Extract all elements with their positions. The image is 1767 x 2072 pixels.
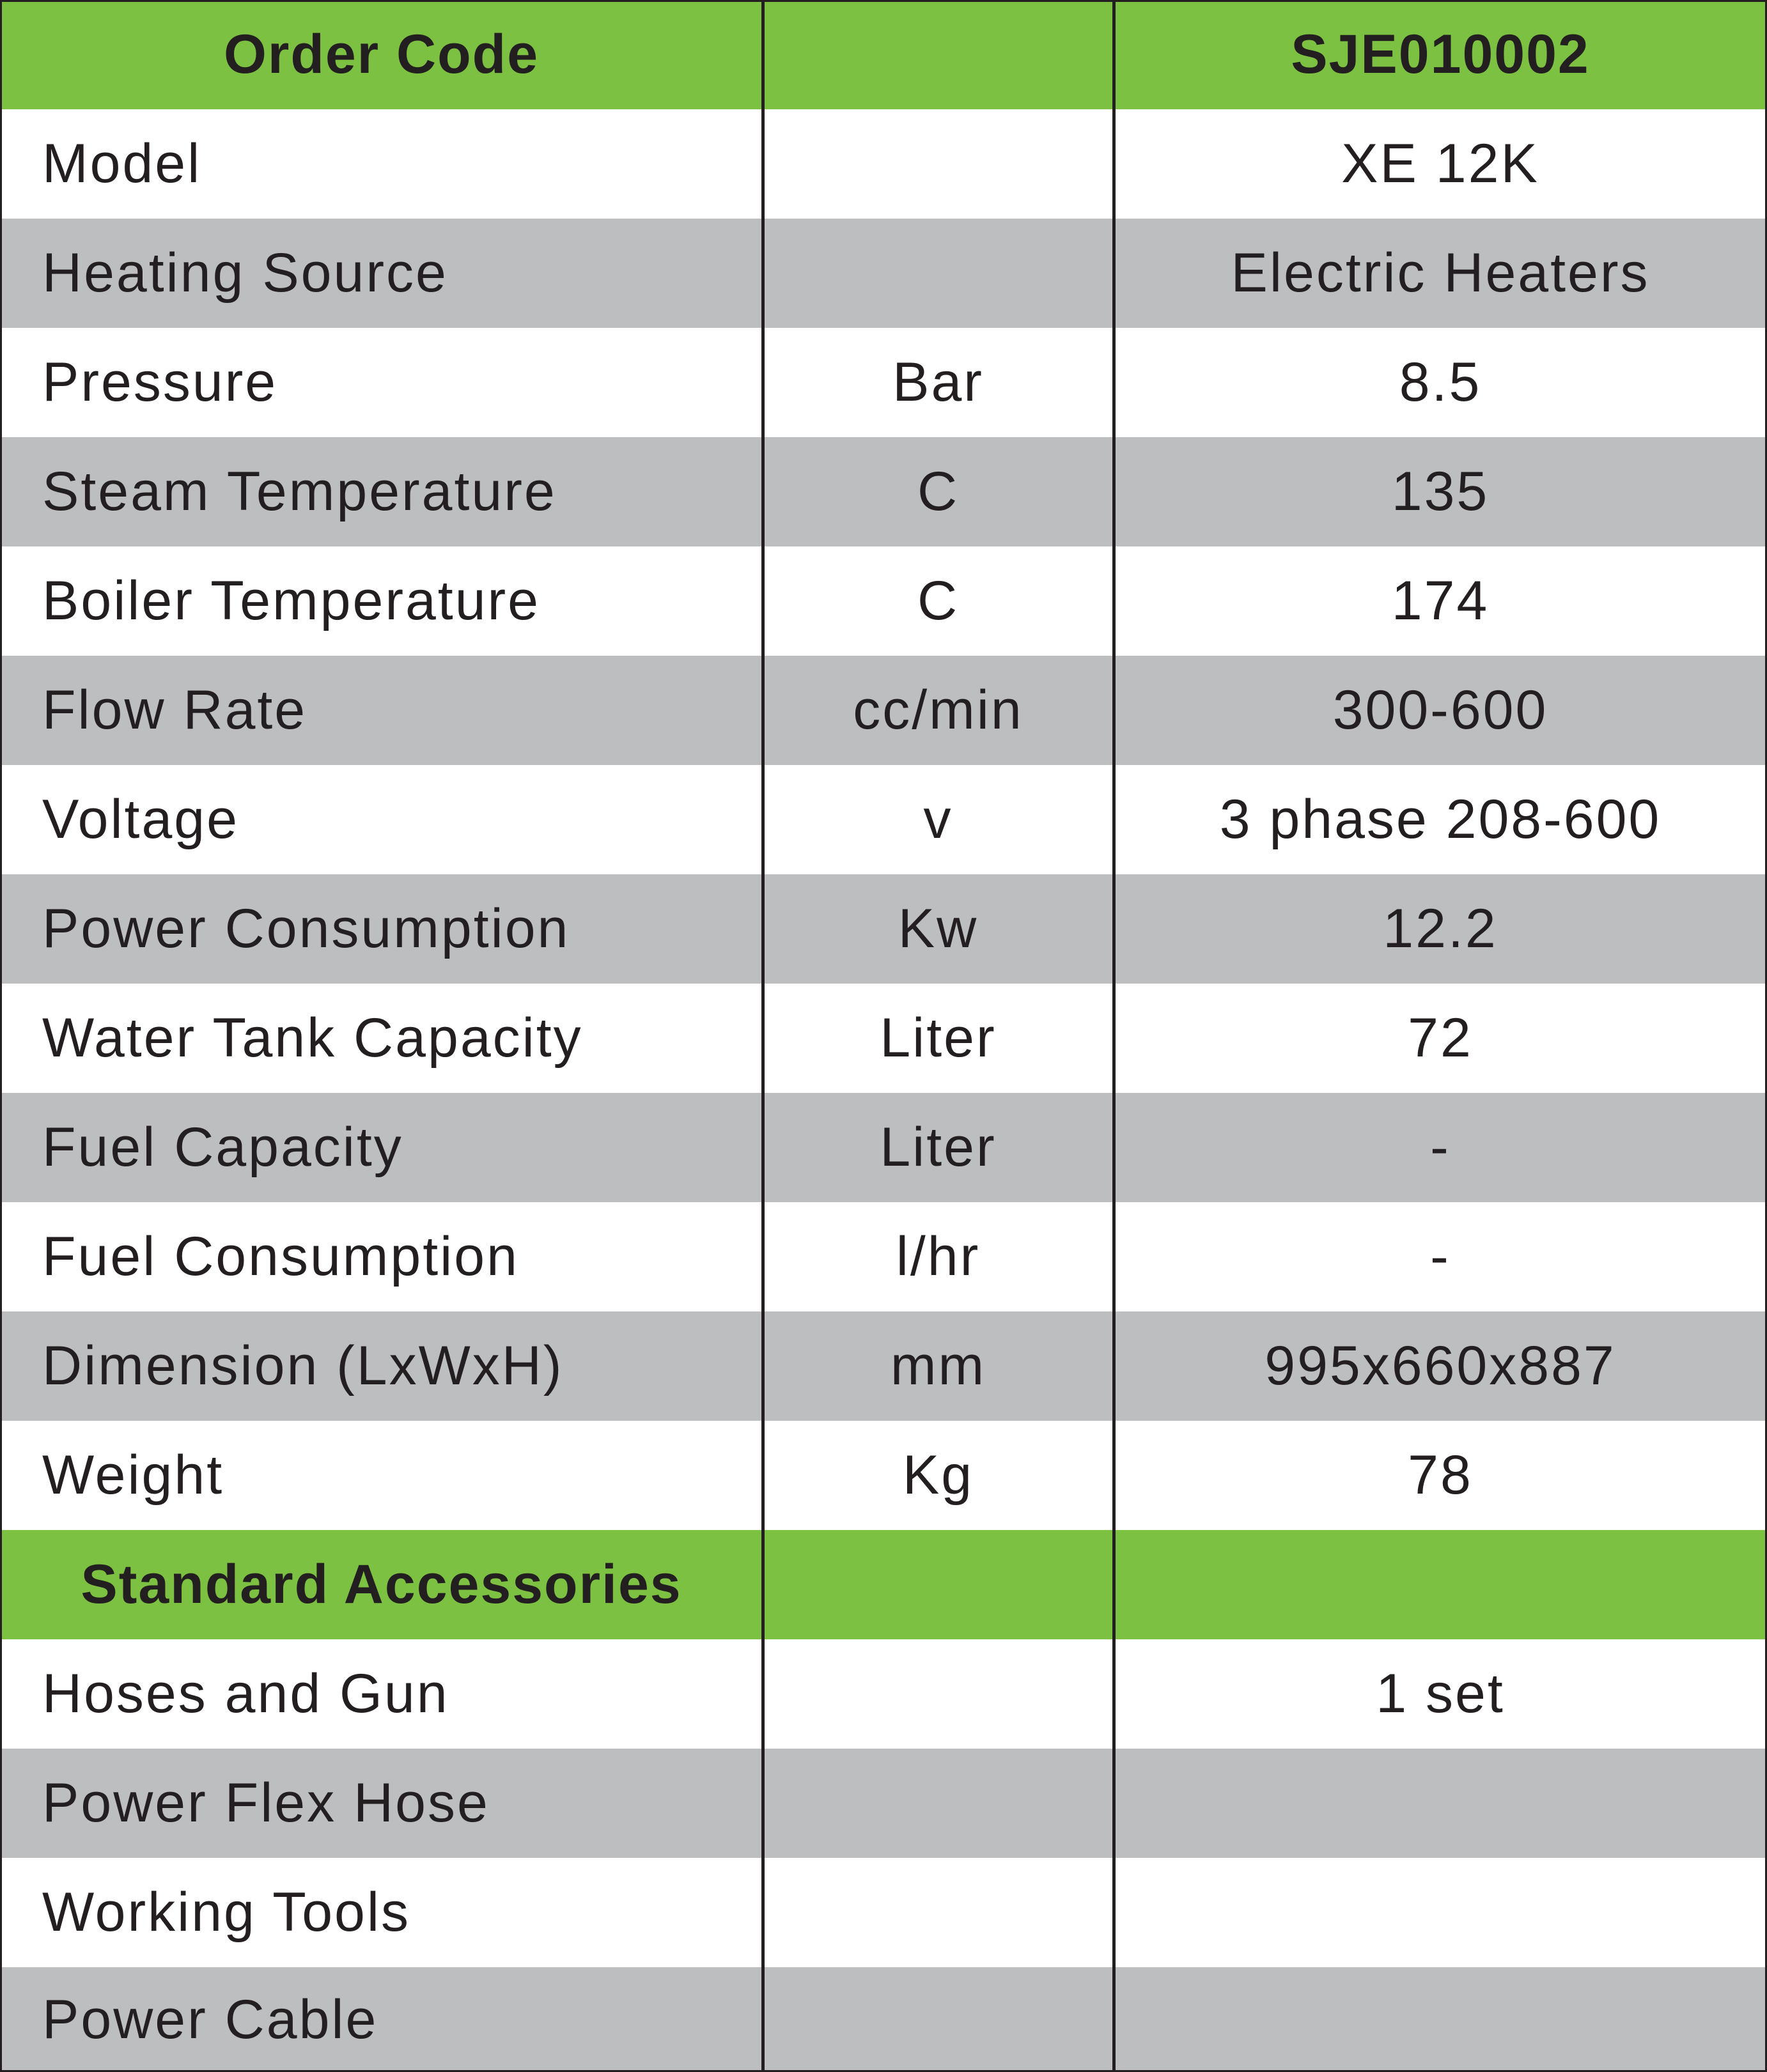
accessory-row-power-flex-hose [0, 1749, 1767, 1858]
spec-label: Steam Temperature [42, 461, 557, 522]
order-code-value: SJE010002 [1291, 24, 1590, 85]
accessories-header-unit [763, 1530, 1114, 1639]
order-code-unit [763, 0, 1114, 109]
spec-row-steam-temperature [0, 437, 1767, 546]
spec-row-pressure [0, 328, 1767, 437]
accessory-value [1114, 1749, 1767, 1858]
spec-unit: C [917, 570, 960, 631]
spec-unit [763, 219, 1114, 328]
spec-row-weight [0, 1421, 1767, 1530]
spec-unit [763, 109, 1114, 219]
spec-value: 3 phase 208-600 [1219, 789, 1662, 850]
accessory-label: Power Cable [42, 1988, 378, 2050]
spec-row-heating-source [0, 219, 1767, 328]
spec-value: Electric Heaters [1231, 242, 1650, 304]
spec-value: 135 [1391, 461, 1490, 522]
spec-label: Fuel Consumption [42, 1226, 519, 1287]
spec-row-voltage [0, 765, 1767, 874]
spec-value: 72 [1408, 1007, 1473, 1069]
spec-unit: l/hr [896, 1226, 981, 1287]
spec-label: Flow Rate [42, 679, 307, 741]
spec-row-model [0, 109, 1767, 219]
spec-label: Model [42, 133, 202, 194]
spec-unit: Kg [902, 1444, 974, 1506]
spec-label: Heating Source [42, 242, 448, 304]
accessory-unit [763, 1967, 1114, 2072]
spec-label: Pressure [42, 352, 278, 413]
column-divider-right [1112, 0, 1116, 2072]
accessory-unit [763, 1749, 1114, 1858]
spec-row-flow-rate [0, 656, 1767, 765]
spec-value: 12.2 [1383, 898, 1498, 959]
spec-unit: Liter [880, 1117, 997, 1178]
spec-label: Boiler Temperature [42, 570, 540, 631]
spec-row-water-tank-capacity [0, 984, 1767, 1093]
accessory-value [1114, 1858, 1767, 1967]
spec-value: - [1430, 1117, 1451, 1178]
spec-value: 78 [1408, 1444, 1473, 1506]
spec-unit: v [923, 789, 953, 850]
column-divider-left [761, 0, 765, 2072]
spec-value: - [1430, 1226, 1451, 1287]
spec-row-boiler-temperature [0, 546, 1767, 656]
accessory-value: 1 set [1376, 1663, 1505, 1724]
spec-label: Dimension (LxWxH) [42, 1335, 564, 1396]
accessory-row-power-cable [0, 1967, 1767, 2072]
accessory-label: Power Flex Hose [42, 1772, 490, 1834]
spec-value: XE 12K [1341, 133, 1539, 194]
accessories-header-value [1114, 1530, 1767, 1639]
spec-unit: mm [890, 1335, 986, 1396]
spec-unit: cc/min [853, 679, 1024, 741]
accessories-header-label: Standard Accessories [81, 1554, 682, 1615]
accessory-value [1114, 1967, 1767, 2072]
spec-value: 995x660x887 [1265, 1335, 1616, 1396]
spec-unit: Bar [892, 352, 984, 413]
spec-label: Power Consumption [42, 898, 570, 959]
spec-row-power-consumption [0, 874, 1767, 984]
spec-unit: Liter [880, 1007, 997, 1069]
spec-value: 174 [1391, 570, 1490, 631]
spec-unit: Kw [898, 898, 979, 959]
spec-row-fuel-consumption [0, 1202, 1767, 1311]
order-code-row [0, 0, 1767, 109]
accessory-unit [763, 1858, 1114, 1967]
accessories-header-row [0, 1530, 1767, 1639]
spec-value: 8.5 [1399, 352, 1482, 413]
accessory-row-hoses-and-gun [0, 1639, 1767, 1749]
accessory-label: Working Tools [42, 1882, 410, 1943]
spec-unit: C [917, 461, 960, 522]
accessory-unit [763, 1639, 1114, 1749]
spec-label: Water Tank Capacity [42, 1007, 583, 1069]
spec-label: Fuel Capacity [42, 1117, 403, 1178]
order-code-label: Order Code [223, 24, 540, 85]
spec-label: Voltage [42, 789, 239, 850]
spec-value: 300-600 [1332, 679, 1548, 741]
spec-label: Weight [42, 1444, 224, 1506]
accessory-label: Hoses and Gun [42, 1663, 449, 1724]
spec-row-fuel-capacity [0, 1093, 1767, 1202]
spec-row-dimension [0, 1311, 1767, 1421]
accessory-row-working-tools [0, 1858, 1767, 1967]
